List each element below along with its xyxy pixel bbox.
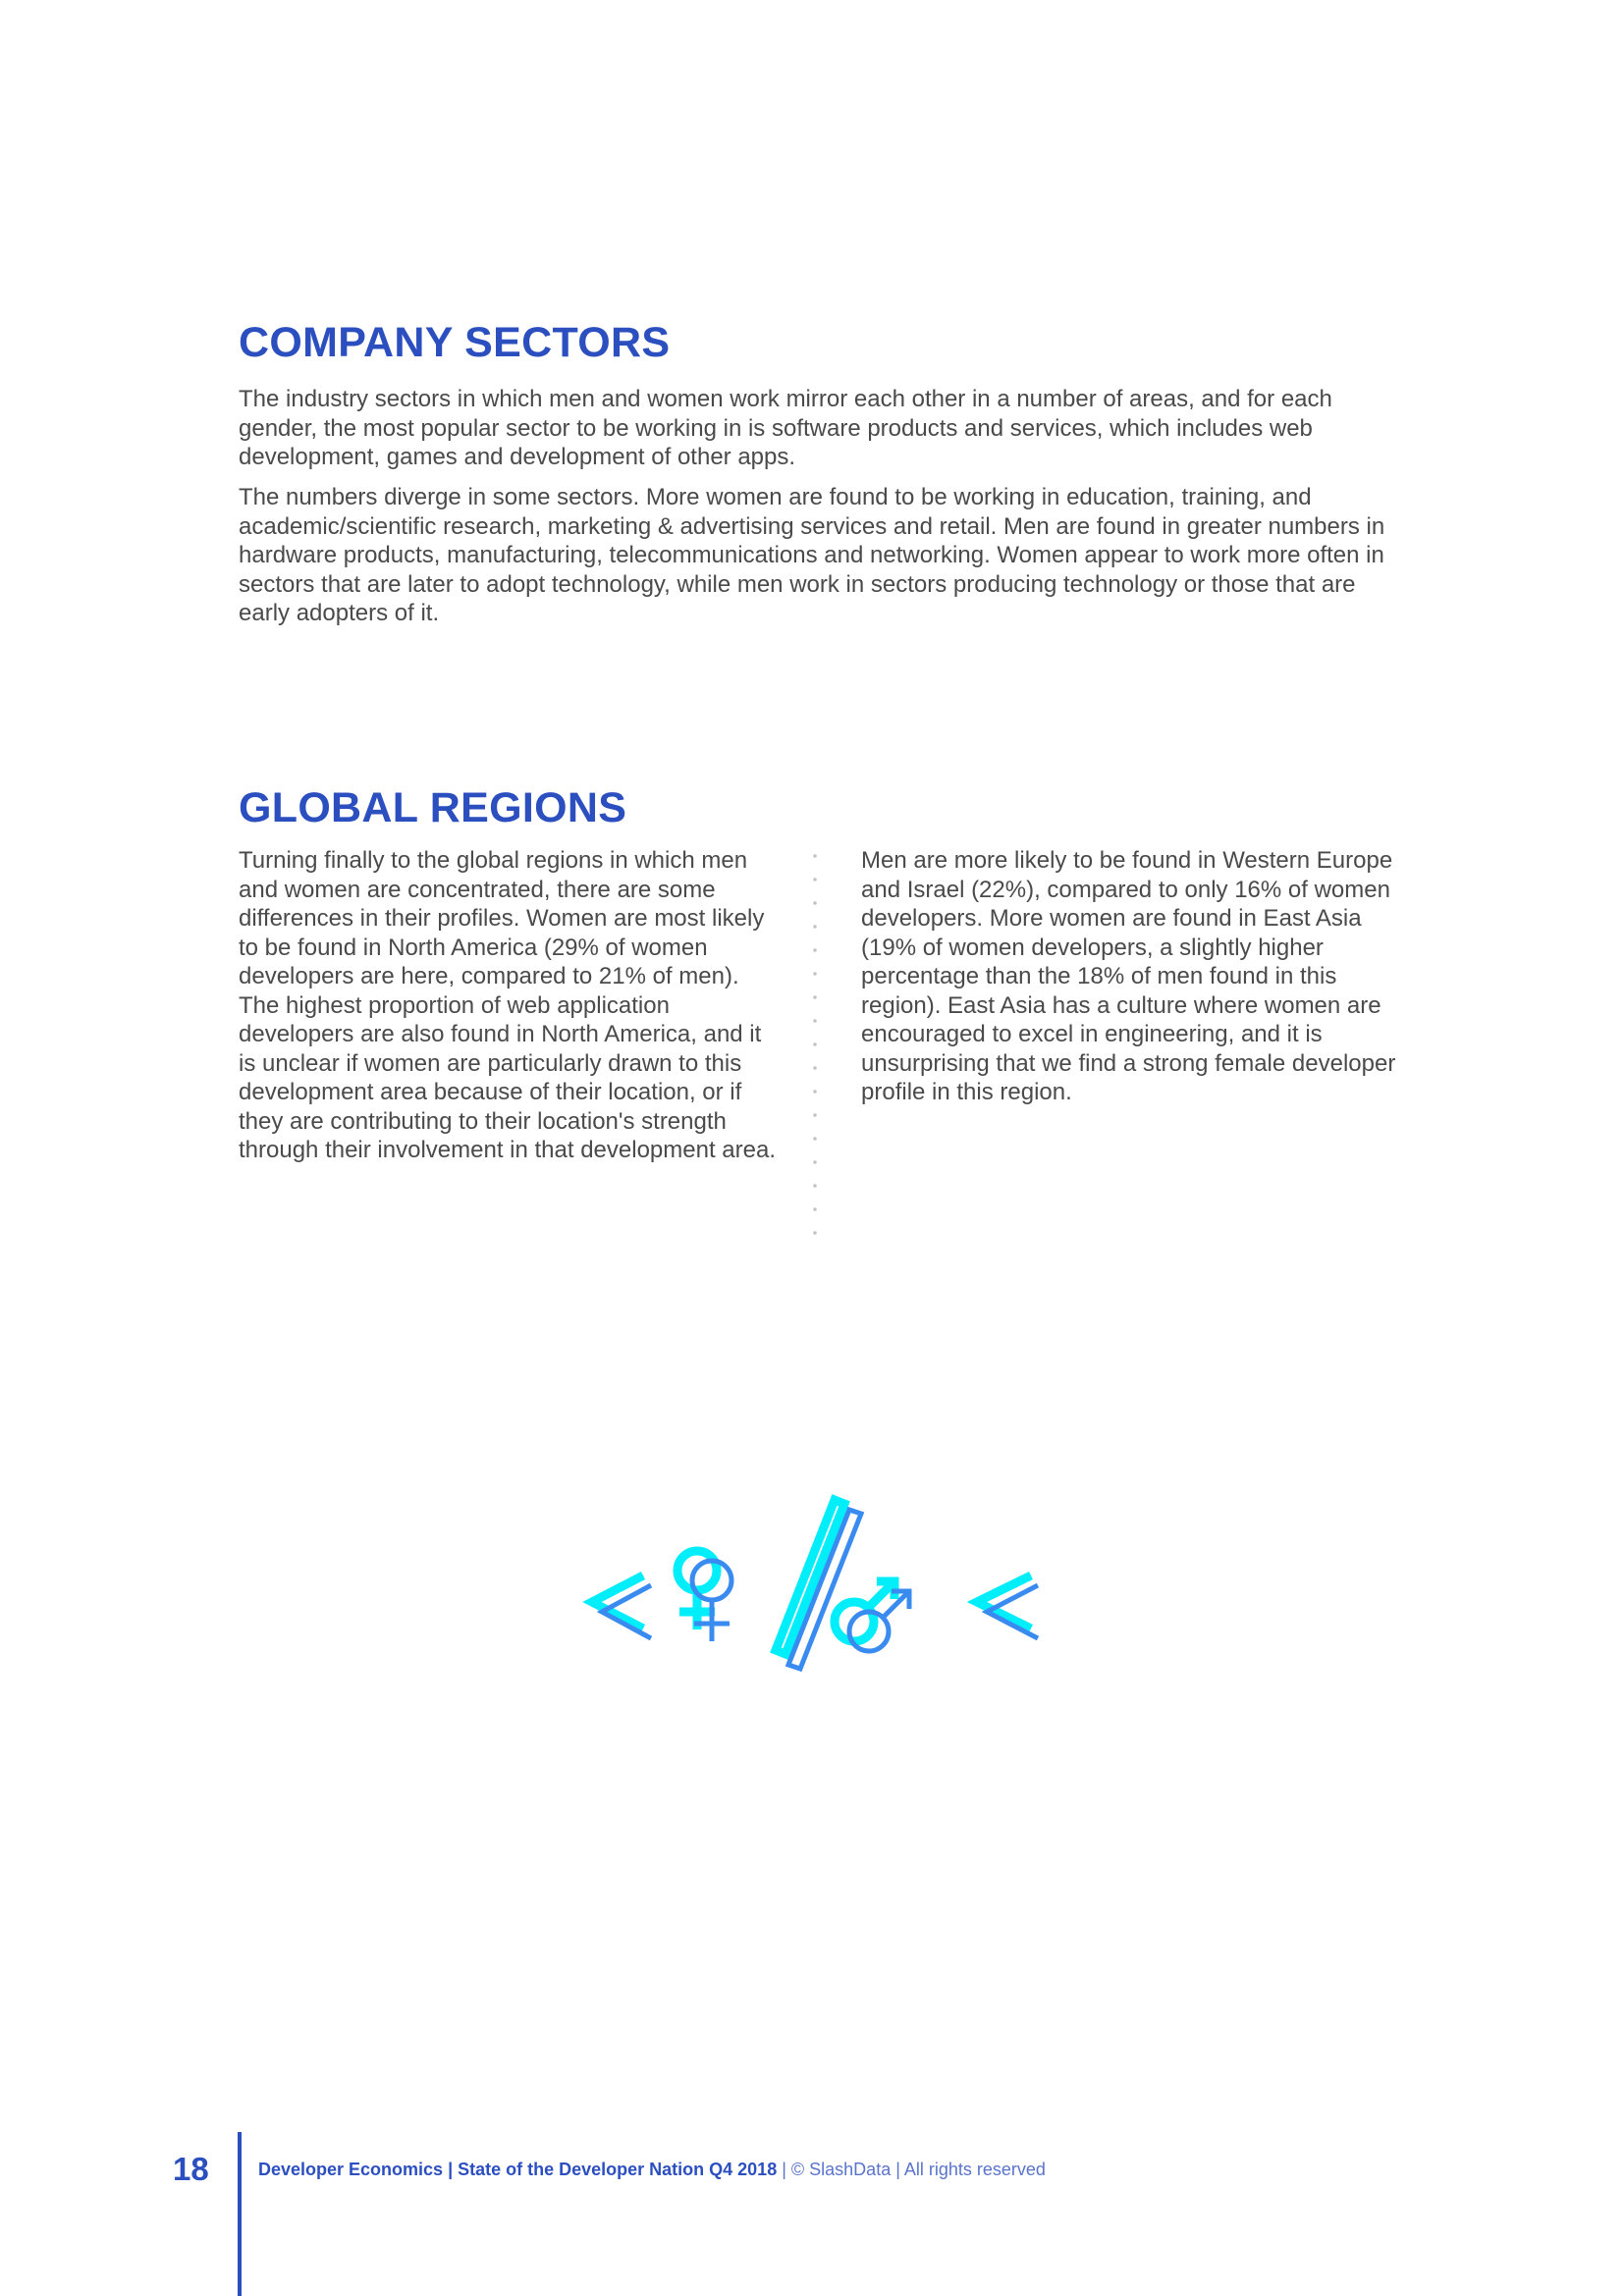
global-regions-left-column: Turning finally to the global regions in which men and women are concentrated, there are some differences in their profiles. Women are most likely to be found in North America (29% of women developers are here, compared to 21% of men). The highest proportion of web application developers are also found in North America, and it is unclear if women are particularly drawn to this development area because of their location, or if they are contributing to their location's strength through their involvement in that development area.: [239, 847, 776, 1163]
footer-accent-bar: [238, 2132, 242, 2296]
code-tag-gender-symbols-icon: [574, 1482, 1065, 1767]
global-regions-heading: GLOBAL REGIONS: [239, 784, 627, 831]
footer-text: [258, 2161, 1046, 2178]
footer-rights: | © SlashData | All rights reserved: [777, 2160, 1046, 2179]
column-divider: [813, 844, 817, 1242]
company-sectors-paragraph-1: The industry sectors in which men and women work mirror each other in a number of areas, and for each gender, the most popular sector to be working in is software products and services, which includes web development, games and development of other apps.: [239, 386, 1332, 470]
footer-publication: Developer Economics | State of the Developer Nation Q4 2018: [258, 2160, 778, 2179]
global-regions-right-column: Men are more likely to be found in Western Europe and Israel (22%), compared to only 16% of women developers. More women are found in East Asia (19% of women developers, a slightly higher percentage than the 18% of men found in this region). East Asia has a culture where women are encouraged to excel in engineering, and it is unsurprising that we find a strong female developer profile in this region.: [861, 847, 1396, 1105]
company-sectors-heading: COMPANY SECTORS: [239, 319, 671, 366]
company-sectors-paragraph-2: The numbers diverge in some sectors. More women are found to be working in education, training, and academic/scientific research, marketing & advertising services and retail. Men are found in greater numbers in hardware products, manufacturing, telecommunications and networking. Women appear to work more often in sectors that are later to adopt technology, while men work in sectors producing technology or those that are early adopters of it.: [239, 484, 1385, 626]
page-number: 18: [173, 2151, 209, 2187]
